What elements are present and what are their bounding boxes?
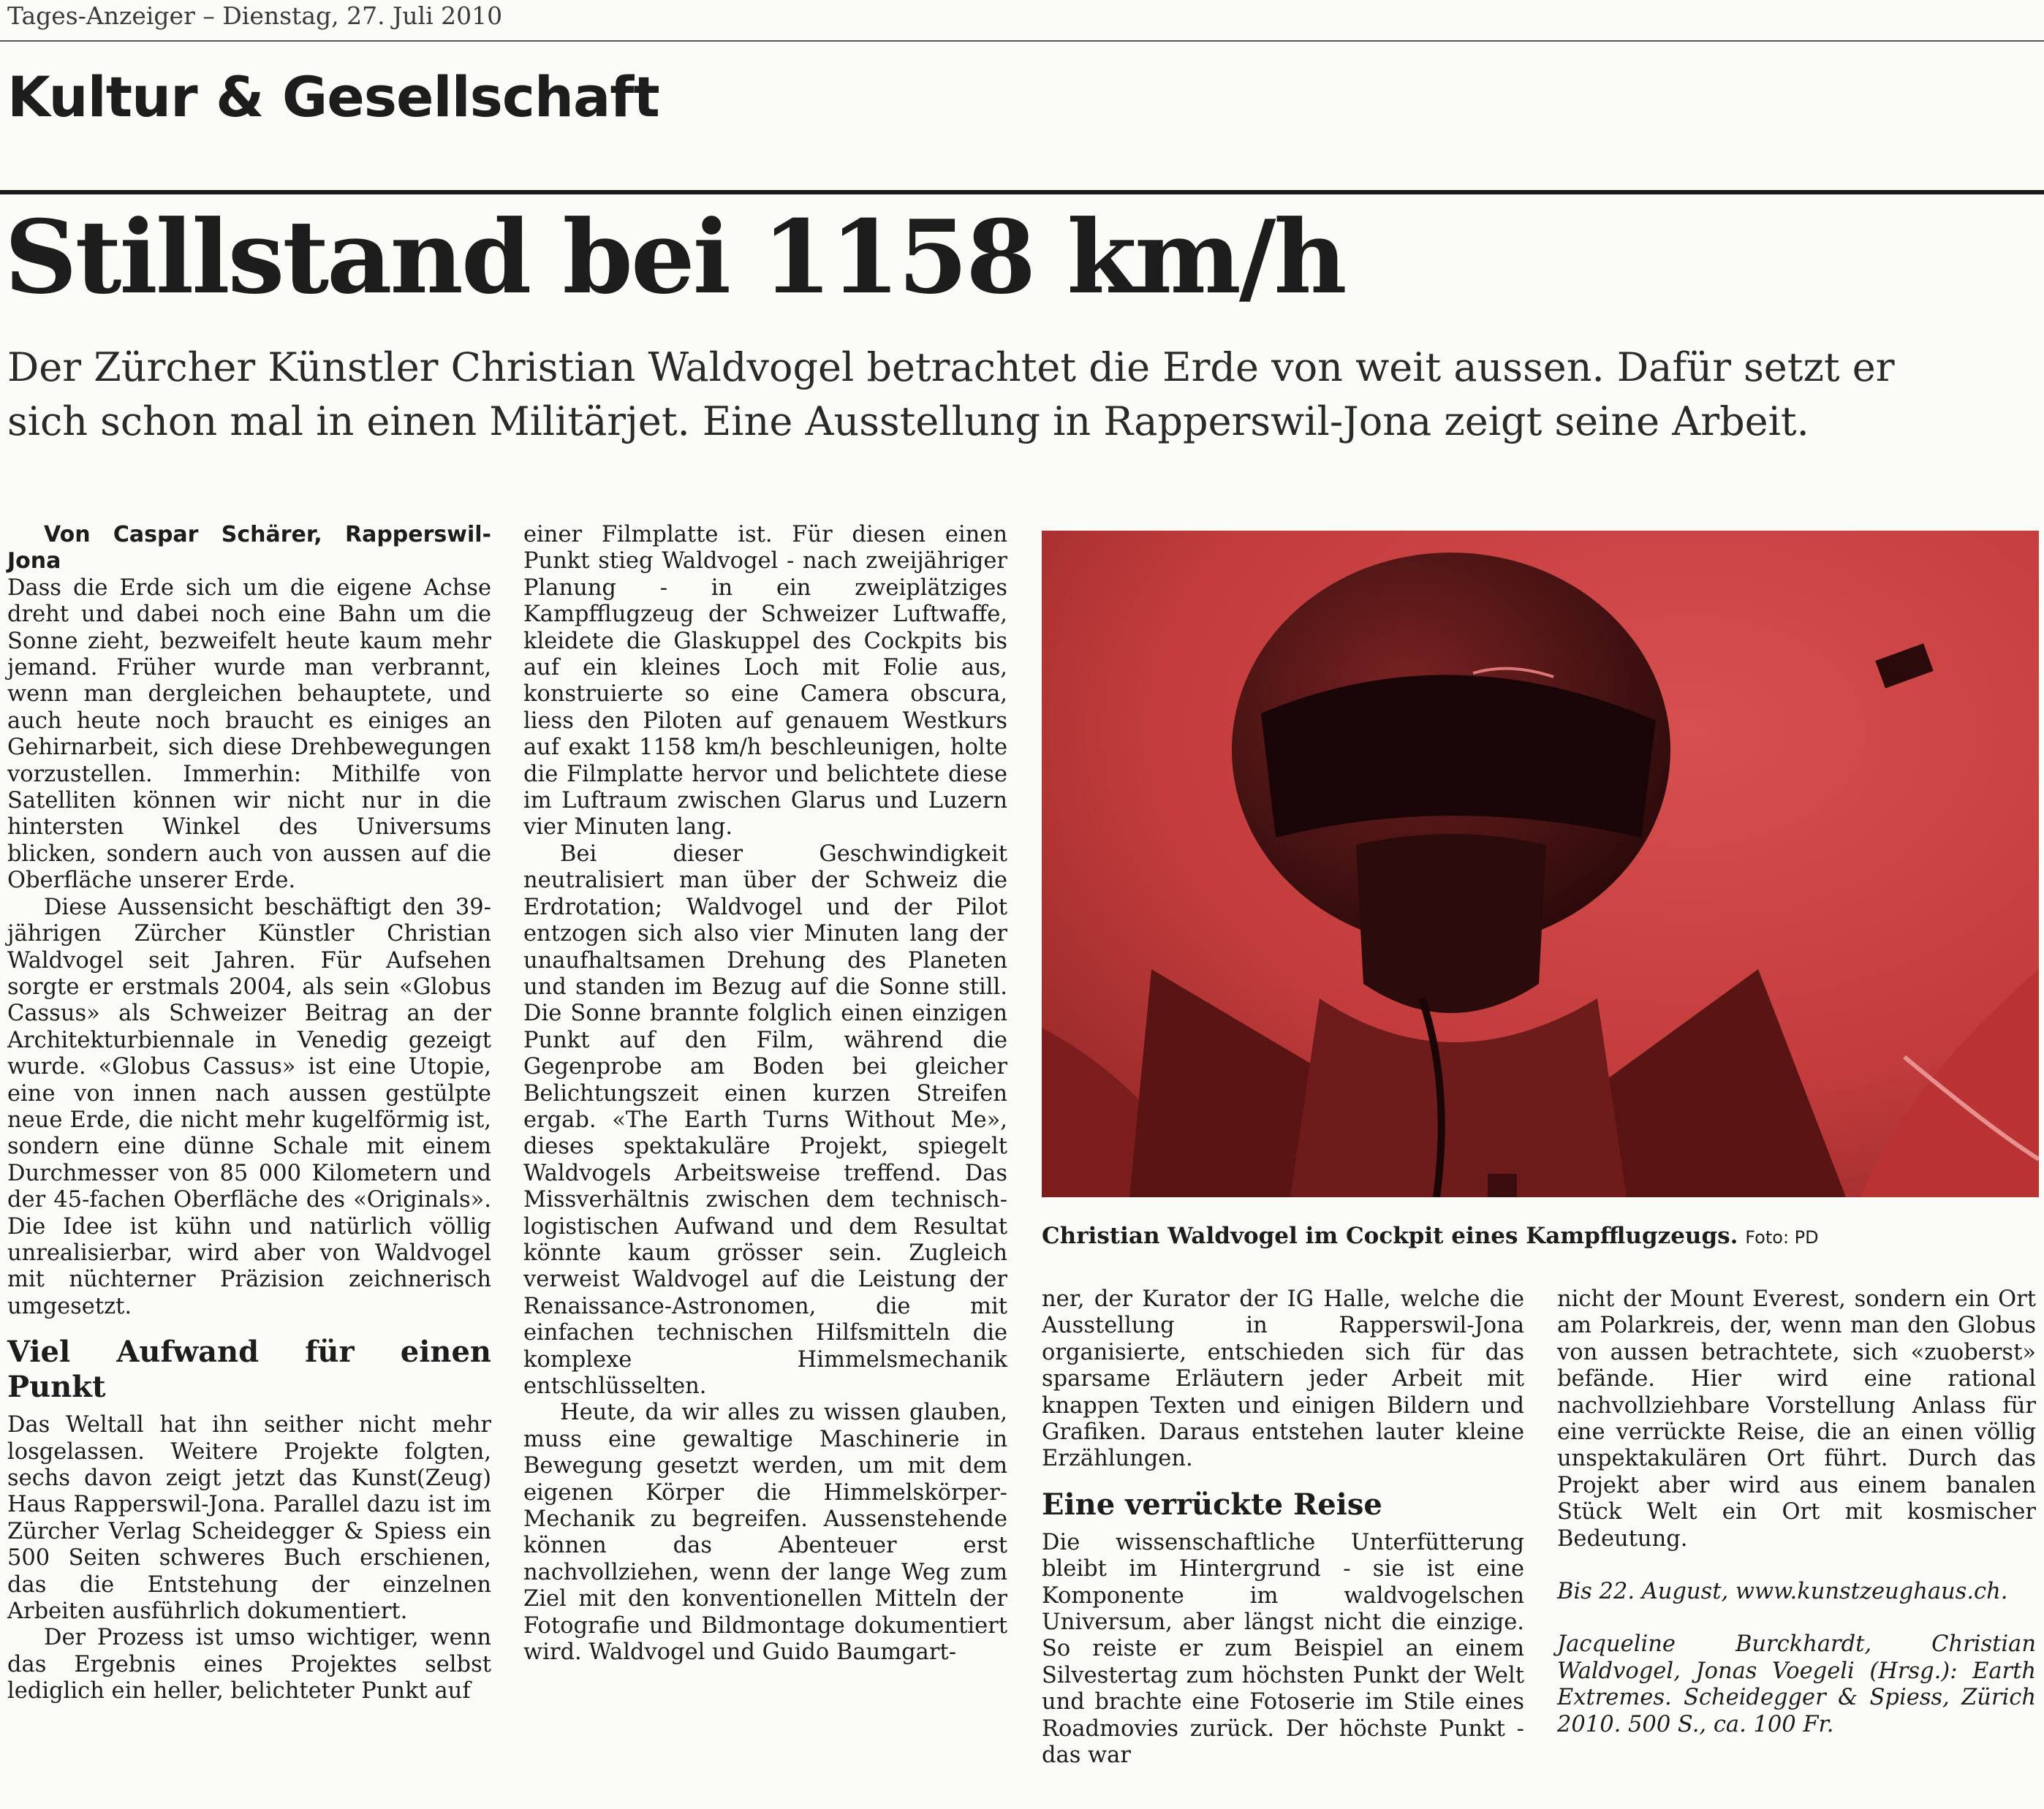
photo-credit: Foto: PD bbox=[1745, 1227, 1819, 1248]
paragraph: nicht der Mount Everest, sondern ein Ort am Polarkreis, der, wenn man den Globus von aussen betrachtete, sich «zuoberst» befände. Hier wird eine rational nachvollziehbare Vorstellung Anlass für eine verrückte Reise, die an einen völlig unspektakulären Ort führt. Durch das Projekt aber wird aus einem banalen Stück Welt ein Ort mit kosmischer Bedeutung. bbox=[1557, 1286, 2036, 1552]
subheading: Eine verrückte Reise bbox=[1042, 1487, 1382, 1522]
caption-text: Christian Waldvogel im Cockpit eines Kampfflugzeugs. bbox=[1042, 1223, 1738, 1249]
standfirst: Der Zürcher Künstler Christian Waldvogel betrachtet die Erde von weit aussen. Dafür setzt er sich schon mal in einen Militärjet. Eine Ausstellung in Rapperswil-Jona zeigt seine Arbeit. bbox=[7, 344, 1895, 444]
cockpit-photo bbox=[1042, 531, 2039, 1197]
paragraph: ner, der Kurator der IG Halle, welche die Ausstellung in Rapperswil-Jona organisierte, entschieden sich für das sparsame Erläutern jeder Arbeit mit knappen Texten und einigen Bildern und Grafiken. Daraus entstehen lauter kleine Erzählungen. bbox=[1042, 1286, 1524, 1472]
book-info: Jacqueline Burckhardt, Christian Waldvogel, Jonas Voegeli (Hrsg.): Earth Extremes. Scheidegger & Spiess, Zürich 2010. 500 S., ca. 100 Fr. bbox=[1557, 1631, 2036, 1737]
column-4 bbox=[1557, 1286, 2036, 1738]
exhibition-info: Bis 22. August, www.kunstzeughaus.ch. bbox=[1557, 1579, 2008, 1605]
paragraph: Bei dieser Geschwindigkeit neutralisiert man über der Schweiz die Erdrotation; Waldvogel und der Pilot entzogen sich also vier Minuten lang der unaufhaltsamen Drehung des Planeten und standen im Bezug auf die Sonne still. Die Sonne brannte folglich einen einzigen Punkt auf den Film, während die Gegenprobe am Boden bei gleicher Belichtungszeit einen kurzen Streifen ergab. «The Earth Turns Without Me», dieses spektakuläre Projekt, spiegelt Waldvogels Arbeitsweise treffend. Das Missverhältnis zwischen dem technisch-logistischen Aufwand und dem Resultat könnte kaum grösser sein. Zugleich verweist Waldvogel auf die Leistung der Renaissance-Astronomen, die mit einfachen technischen Hilfsmitteln die komplexe Himmelsmechanik entschlüsselten. bbox=[523, 841, 1007, 1399]
subheading: Viel Aufwand für einen Punkt bbox=[7, 1335, 491, 1405]
paragraph: Heute, da wir alles zu wissen glauben, muss eine gewaltige Maschinerie in Bewegung gesetzt werden, um mit dem eigenen Körper die Himmelskörper-Mechanik zu begreifen. Aussenstehende können das Abenteuer erst nachvollziehen, wenn der lange Weg zum Ziel mit den konventionellen Mitteln der Fotografie und Bildmontage dokumentiert wird. Waldvogel und Guido Baumgart- bbox=[523, 1400, 1007, 1666]
paragraph: Das Weltall hat ihn seither nicht mehr losgelassen. Weitere Projekte folgten, sechs davon zeigt jetzt das Kunst(Zeug) Haus Rapperswil-Jona. Parallel dazu ist im Zürcher Verlag Scheidegger & Spiess ein 500 Seiten schweres Buch erschienen, das die Entstehung der einzelnen Arbeiten ausführlich dokumentiert. bbox=[7, 1412, 491, 1625]
column-3 bbox=[1042, 1286, 1524, 1770]
photo-caption bbox=[1042, 1223, 1819, 1249]
column-2 bbox=[523, 522, 1007, 1666]
paragraph: Der Prozess ist umso wichtiger, wenn das Ergebnis eines Projektes selbst lediglich ein heller, belichteter Punkt auf bbox=[7, 1625, 491, 1704]
section-rule bbox=[0, 190, 2044, 194]
headline: Stillstand bei 1158 km/h bbox=[4, 197, 1345, 316]
masthead: Tages-Anzeiger – Dienstag, 27. Juli 2010 bbox=[7, 1, 503, 30]
section-title: Kultur & Gesellschaft bbox=[7, 64, 659, 129]
paragraph: Dass die Erde sich um die eigene Achse dreht und dabei noch eine Bahn um die Sonne zieht, bezweifelt heute kaum mehr jemand. Früher wurde man verbrannt, wenn man dergleichen behauptete, und auch heute noch braucht es einiges an Gehirnarbeit, sich diese Drehbewegungen vorzustellen. Immerhin: Mithilfe von Satelliten können wir nicht nur in die hintersten Winkel des Universums blicken, sondern auch von aussen auf die Oberfläche unserer Erde. bbox=[7, 574, 491, 894]
top-rule bbox=[0, 40, 2044, 42]
byline: Von Caspar Schärer, Rapperswil-Jona bbox=[7, 522, 491, 574]
column-1 bbox=[7, 522, 491, 1705]
paragraph: Diese Aussensicht beschäftigt den 39-jährigen Zürcher Künstler Christian Waldvogel seit Jahren. Für Aufsehen sorgte er erstmals 2004, als sein «Globus Cassus» als Schweizer Beitrag an der Architekturbiennale in Venedig gezeigt wurde. «Globus Cassus» ist eine Utopie, eine von innen nach aussen gestülpte neue Erde, die nicht mehr kugelförmig ist, sondern eine dünne Schale mit einem Durchmesser von 85 000 Kilometern und der 45-fachen Oberfläche des «Originals». Die Idee ist kühn und natürlich völlig unrealisierbar, wird aber von Waldvogel mit nüchterner Präzision zeichnerisch umgesetzt. bbox=[7, 894, 491, 1319]
paragraph: Die wissenschaftliche Unterfütterung bleibt im Hintergrund - sie ist eine Komponente im waldvogelschen Universum, aber längst nicht die einzige. So reiste er zum Beispiel an einem Silvestertag zum höchsten Punkt der Welt und brachte eine Fotoserie im Stile eines Roadmovies zurück. Der höchste Punkt - das war bbox=[1042, 1529, 1524, 1769]
info-box bbox=[1557, 1579, 2036, 1738]
paragraph: einer Filmplatte ist. Für diesen einen Punkt stieg Waldvogel - nach zweijähriger Planung - in ein zweiplätziges Kampfflugzeug der Schweizer Luftwaffe, kleidete die Glaskuppel des Cockpits bis auf ein kleines Loch mit Folie aus, konstruierte so eine Camera obscura, liess den Piloten auf genauem Westkurs auf exakt 1158 km/h beschleunigen, holte die Filmplatte hervor und belichtete diese im Luftraum zwischen Glarus und Luzern vier Minuten lang. bbox=[523, 522, 1007, 841]
pilot-image bbox=[1042, 531, 2039, 1197]
